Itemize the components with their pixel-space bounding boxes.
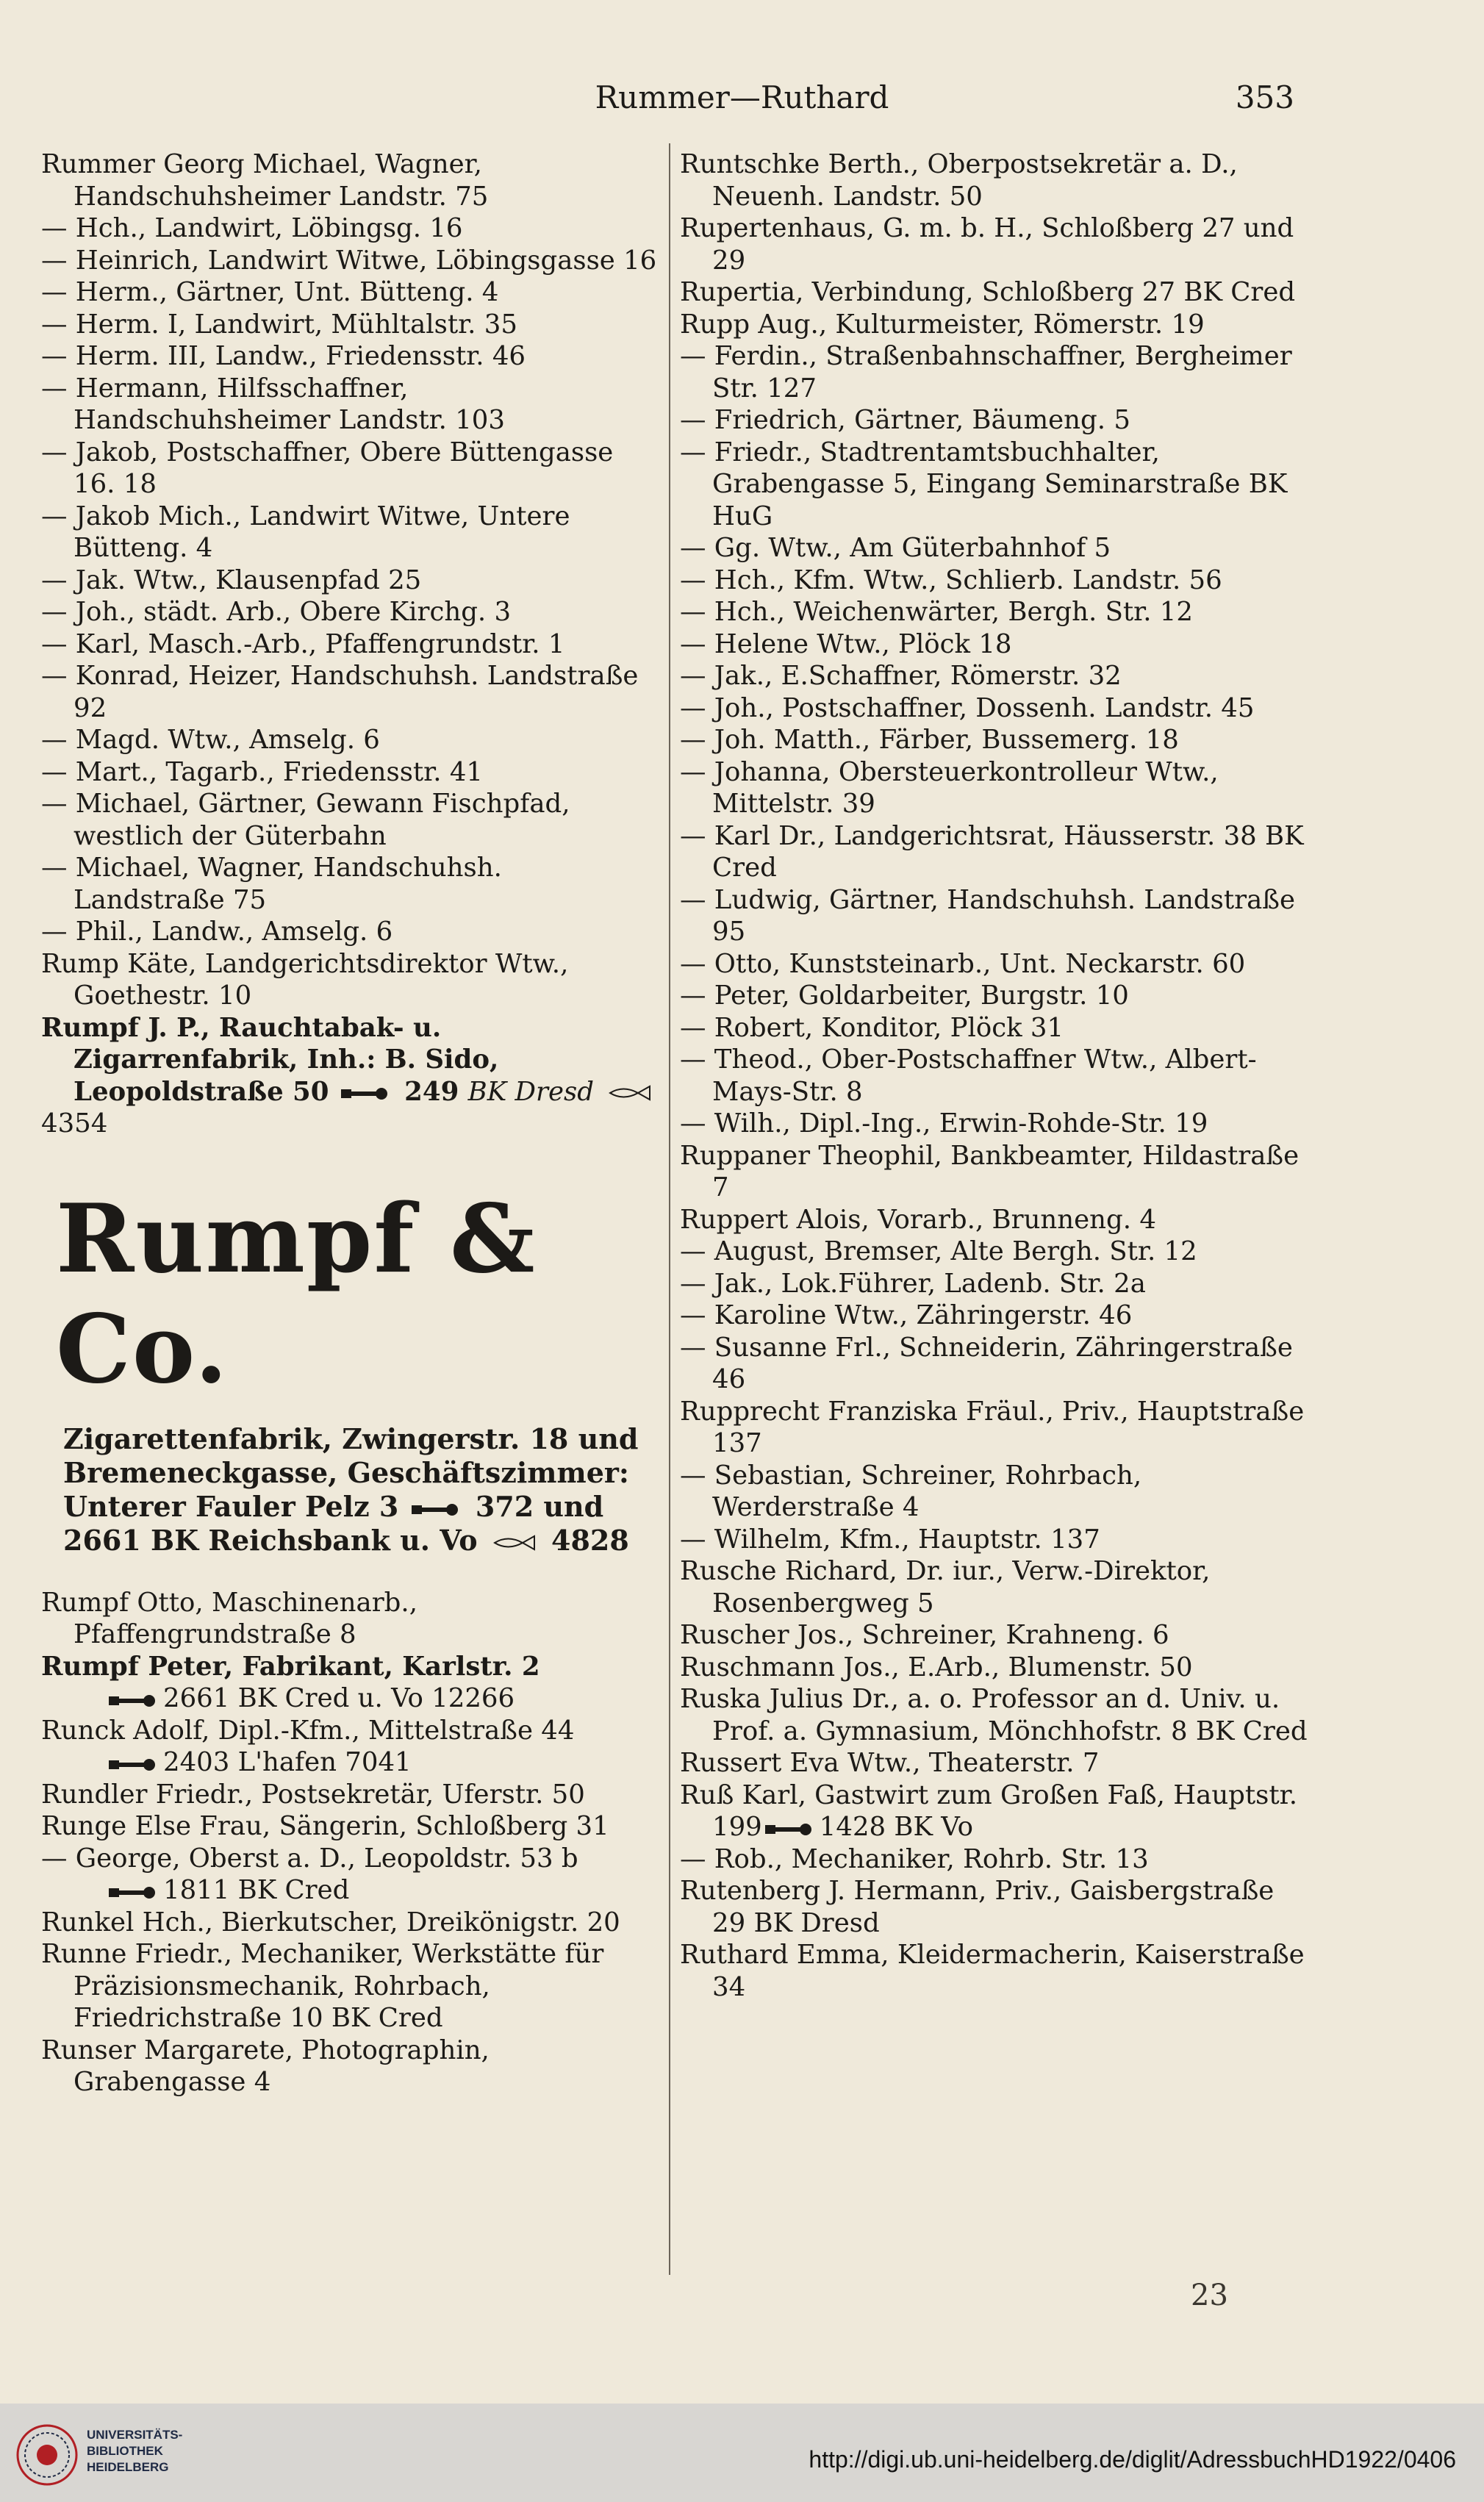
entry-text: — Phil., Landw., Amselg. 6: [41, 917, 393, 947]
directory-entry: [680, 1460, 1312, 1524]
directory-entry: [41, 212, 659, 245]
entry-text: — Magd. Wtw., Amselg. 6: [41, 725, 380, 755]
signature-mark: 23: [1191, 2279, 1228, 2312]
rumpf-jp-postscheck: 4354: [41, 1108, 108, 1139]
entry-text: — Karoline Wtw., Zähringerstr. 46: [680, 1300, 1133, 1330]
directory-entry: [680, 692, 1312, 725]
entry-text: — Rob., Mechaniker, Rohrb. Str. 13: [680, 1843, 1149, 1874]
directory-entry: [41, 1587, 659, 1651]
entry-text: Rundler Friedr., Postsekretär, Uferstr. 50: [41, 1779, 585, 1810]
directory-entry: [680, 1843, 1312, 1876]
entry-text: — Karl Dr., Landgerichtsrat, Häusserstr. 38 BK Cred: [680, 820, 1304, 883]
source-url-link[interactable]: http://digi.ub.uni-heidelberg.de/diglit/AdressbuchHD1922/0406: [809, 2446, 1456, 2473]
entry-text: Ruska Julius Dr., a. o. Professor an d. Univ. u. Prof. a. Gymnasium, Mönchhofstr. 8 BK Cred: [680, 1684, 1308, 1746]
directory-entry: [41, 1715, 659, 1747]
directory-entry: [41, 916, 659, 948]
entry-text: Runtschke Berth., Oberpostsekretär a. D., Neuenh. Landstr. 50: [680, 149, 1238, 212]
directory-entry: [41, 2035, 659, 2098]
directory-entry: [41, 1874, 659, 1907]
directory-entry: [680, 1268, 1312, 1300]
entry-text: — Ludwig, Gärtner, Handschuhsh. Landstraße 95: [680, 884, 1295, 947]
directory-entry: [680, 1396, 1312, 1460]
directory-entry: [41, 948, 659, 1012]
entry-text: Ruppert Alois, Vorarb., Brunneng. 4: [680, 1204, 1156, 1235]
entry-text: Rupertenhaus, G. m. b. H., Schloßberg 27 und 29: [680, 213, 1294, 276]
library-name-line: BIBLIOTHEK: [87, 2444, 163, 2458]
entry-text: — Herm., Gärtner, Unt. Bütteng. 4: [41, 277, 499, 307]
entry-phone: 1428 BK Vo: [819, 1812, 974, 1842]
directory-entry: [680, 1939, 1312, 2003]
entry-text: Ruß Karl, Gastwirt zum Großen Faß, Hauptstr. 199: [680, 1779, 1298, 1842]
entry-text: — Ferdin., Straßenbahnschaffner, Bergheimer Str. 127: [680, 341, 1292, 404]
entry-text: — Mart., Tagarb., Friedensstr. 41: [41, 756, 483, 787]
directory-entry: [680, 309, 1312, 341]
directory-entry: [41, 276, 659, 309]
entry-text: — Herm. III, Landw., Friedensstr. 46: [41, 341, 526, 371]
directory-entry: [680, 1779, 1312, 1843]
entry-text: Ruschmann Jos., E.Arb., Blumenstr. 50: [680, 1652, 1193, 1682]
ad-postscheck: 4828: [551, 1523, 629, 1557]
entry-text: — Johanna, Obersteuerkontrolleur Wtw., Mittelstr. 39: [680, 756, 1219, 819]
entry-text: — Hch., Landwirt, Löbingsg. 16: [41, 213, 463, 243]
directory-entry: [680, 756, 1312, 820]
directory-entry: [41, 373, 659, 437]
library-name: [87, 2427, 182, 2476]
left-entry-list: [41, 148, 659, 1012]
directory-entry: [41, 1810, 659, 1843]
directory-entry: [41, 148, 659, 212]
column-divider: [669, 143, 670, 2275]
telephone-icon: [109, 1756, 156, 1772]
library-name-line: HEIDELBERG: [87, 2460, 169, 2474]
directory-entry: [680, 1555, 1312, 1619]
left-entry-list-2: [41, 1587, 659, 2098]
entry-text: — Hch., Weichenwärter, Bergh. Str. 12: [680, 597, 1193, 627]
directory-entry: [680, 1619, 1312, 1652]
post-horn-icon: [493, 1533, 536, 1552]
entry-text: — Friedr., Stadtrentamtsbuchhalter, Grabengasse 5, Eingang Seminarstraße BK HuG: [680, 437, 1288, 531]
ad-body: [56, 1422, 644, 1558]
entry-text: — Jak., E.Schaffner, Römerstr. 32: [680, 661, 1122, 691]
ad-title: Rumpf & Co.: [56, 1183, 537, 1405]
directory-entry: [680, 628, 1312, 661]
right-entry-list: [680, 148, 1312, 2003]
rumpf-jp-entry: [41, 1012, 659, 1140]
entry-text: — Jakob, Postschaffner, Obere Büttengasse 16. 18: [41, 437, 614, 499]
directory-entry: [680, 404, 1312, 437]
directory-entry: [680, 437, 1312, 533]
directory-entry: [41, 1907, 659, 1939]
directory-entry: [41, 564, 659, 597]
library-footer: [0, 2404, 1484, 2502]
entry-text: — Helene Wtw., Plöck 18: [680, 628, 1012, 659]
directory-entry: [41, 660, 659, 724]
entry-text: — Jak., Lok.Führer, Ladenb. Str. 2a: [680, 1268, 1146, 1299]
directory-entry: [680, 1204, 1312, 1236]
ad-body-text: Zigarettenfabrik, Zwingerstr. 18 und Bremeneckgasse, Geschäftszimmer: Unterer Fauler Pelz 3: [63, 1422, 639, 1523]
entry-text: Rummer Georg Michael, Wagner, Handschuhsheimer Landstr. 75: [41, 149, 489, 212]
entry-text: — Sebastian, Schreiner, Rohrbach, Werderstraße 4: [680, 1460, 1142, 1522]
post-horn-icon: [609, 1083, 651, 1103]
entry-text: Rump Käte, Landgerichtsdirektor Wtw., Goethestr. 10: [41, 948, 569, 1011]
entry-text: — Herm. I, Landwirt, Mühltalstr. 35: [41, 309, 517, 340]
rumpf-co-advertisement: [41, 1184, 644, 1558]
directory-entry: [680, 148, 1312, 212]
entry-text: — Friedrich, Gärtner, Bäumeng. 5: [680, 405, 1130, 435]
directory-entry: [680, 724, 1312, 756]
telephone-icon: [765, 1821, 812, 1837]
directory-entry: [41, 756, 659, 789]
directory-entry: [41, 245, 659, 277]
entry-text: — Theod., Ober-Postschaffner Wtw., Albert-Mays-Str. 8: [680, 1044, 1257, 1107]
left-column: [41, 148, 659, 2098]
entry-text: — Jak. Wtw., Klausenpfad 25: [41, 564, 422, 595]
entry-text: — Heinrich, Landwirt Witwe, Löbingsgasse 16: [41, 245, 657, 276]
entry-text: — Wilhelm, Kfm., Hauptstr. 137: [680, 1524, 1100, 1555]
ad-phones: 372 und 2661: [63, 1489, 604, 1557]
directory-entry: [680, 884, 1312, 948]
directory-entry: [680, 276, 1312, 309]
entry-text: — Hermann, Hilfsschaffner, Handschuhsheimer Landstr. 103: [41, 373, 505, 435]
directory-entry: [41, 1843, 659, 1875]
directory-entry: [680, 820, 1312, 884]
entry-text: Runkel Hch., Bierkutscher, Dreikönigstr. 20: [41, 1907, 620, 1938]
directory-entry: [41, 724, 659, 756]
entry-text: — George, Oberst a. D., Leopoldstr. 53 b: [41, 1843, 578, 1874]
directory-entry: [680, 1012, 1312, 1044]
directory-entry: [41, 1651, 659, 1683]
directory-entry: [680, 212, 1312, 276]
entry-text: Ruscher Jos., Schreiner, Krahneng. 6: [680, 1620, 1169, 1650]
directory-entry: [41, 1779, 659, 1811]
entry-text: Runser Margarete, Photographin, Grabengasse 4: [41, 2035, 490, 2097]
ad-bank: BK Reichsbank u. Vo: [151, 1523, 478, 1557]
entry-text: — August, Bremser, Alte Bergh. Str. 12: [680, 1236, 1197, 1266]
directory-entry: [680, 1044, 1312, 1108]
directory-entry: [680, 564, 1312, 597]
directory-entry: [680, 1524, 1312, 1556]
entry-text: — Michael, Gärtner, Gewann Fischpfad, westlich der Güterbahn: [41, 789, 570, 851]
telephone-icon: [109, 1884, 156, 1900]
library-name-line: UNIVERSITÄTS-: [87, 2428, 183, 2442]
entry-text: Rumpf Otto, Maschinenarb., Pfaffengrundstraße 8: [41, 1587, 417, 1649]
directory-entry: [41, 340, 659, 373]
entry-text: — Susanne Frl., Schneiderin, Zähringerstraße 46: [680, 1332, 1293, 1394]
directory-entry: [680, 660, 1312, 692]
university-library-logo: [16, 2424, 78, 2486]
directory-entry: [680, 1683, 1312, 1747]
page-number: 353: [1235, 79, 1294, 115]
entry-text: — Otto, Kunststeinarb., Unt. Neckarstr. 60: [680, 948, 1246, 979]
entry-text: Rupprecht Franziska Fräul., Priv., Hauptstraße 137: [680, 1396, 1305, 1458]
directory-entry: [680, 1875, 1312, 1939]
entry-text: — Karl, Masch.-Arb., Pfaffengrundstr. 1: [41, 628, 565, 659]
telephone-icon: [109, 1692, 156, 1708]
entry-text: Runge Else Frau, Sängerin, Schloßberg 31: [41, 1811, 609, 1841]
entry-text: — Joh., Postschaffner, Dossenh. Landstr. 45: [680, 692, 1255, 723]
entry-text: — Jakob Mich., Landwirt Witwe, Untere Bütteng. 4: [41, 501, 570, 563]
entry-text: — Robert, Konditor, Plöck 31: [680, 1012, 1064, 1043]
entry-text: 2403 L'hafen 7041: [163, 1747, 412, 1777]
entry-text: — Joh., städt. Arb., Obere Kirchg. 3: [41, 597, 512, 627]
directory-entry: [41, 501, 659, 564]
directory-entry: [41, 309, 659, 341]
entry-text: 2661 BK Cred u. Vo 12266: [163, 1683, 515, 1713]
directory-entry: [680, 532, 1312, 564]
entry-text: — Wilh., Dipl.-Ing., Erwin-Rohde-Str. 19: [680, 1108, 1208, 1139]
directory-entry: [41, 628, 659, 661]
directory-entry: [680, 1108, 1312, 1140]
entry-text: Ruthard Emma, Kleidermacherin, Kaiserstraße 34: [680, 1940, 1305, 2002]
directory-entry: [41, 437, 659, 501]
directory-entry: [680, 1332, 1312, 1396]
directory-entry: [680, 1652, 1312, 1684]
entry-text: — Hch., Kfm. Wtw., Schlierb. Landstr. 56: [680, 564, 1222, 595]
directory-entry: [680, 980, 1312, 1012]
telephone-icon: [341, 1085, 388, 1101]
directory-entry: [680, 1300, 1312, 1332]
entry-text: — Michael, Wagner, Handschuhsh. Landstraße 75: [41, 853, 502, 915]
directory-entry: [41, 1938, 659, 2035]
entry-text: 1811 BK Cred: [163, 1875, 350, 1905]
entry-text: Rupertia, Verbindung, Schloßberg 27 BK Cred: [680, 277, 1296, 307]
entry-text: Ruppaner Theophil, Bankbeamter, Hildastraße 7: [680, 1140, 1300, 1202]
directory-entry: [41, 852, 659, 916]
entry-text: Rutenberg J. Hermann, Priv., Gaisbergstraße 29 BK Dresd: [680, 1876, 1275, 1938]
entry-text: — Joh. Matth., Färber, Bussemerg. 18: [680, 725, 1179, 755]
entry-text: Rupp Aug., Kulturmeister, Römerstr. 19: [680, 309, 1205, 340]
directory-entry: [41, 1682, 659, 1715]
directory-entry: [680, 1747, 1312, 1779]
directory-entry: [680, 1236, 1312, 1268]
page-header: [0, 74, 1484, 125]
entry-text: — Konrad, Heizer, Handschuhsh. Landstraße 92: [41, 661, 639, 723]
directory-entry: [41, 788, 659, 852]
directory-entry: [680, 596, 1312, 628]
directory-entry: [680, 340, 1312, 404]
entry-text: Runck Adolf, Dipl.-Kfm., Mittelstraße 44: [41, 1715, 575, 1746]
entry-text: — Gg. Wtw., Am Güterbahnhof 5: [680, 533, 1111, 563]
running-title: Rummer—Ruthard: [595, 79, 889, 115]
rumpf-jp-bank: BK Dresd: [467, 1076, 594, 1107]
directory-entry: [41, 1746, 659, 1779]
entry-text: Rusche Richard, Dr. iur., Verw.-Direktor, Rosenbergweg 5: [680, 1556, 1211, 1619]
entry-text: Runne Friedr., Mechaniker, Werkstätte für Präzisionsmechanik, Rohrbach, Friedrichstraße 10 BK Cred: [41, 1939, 604, 2033]
right-column: [680, 148, 1312, 2003]
rumpf-jp-text: Rumpf J. P., Rauchtabak- u. Zigarrenfabrik, Inh.: B. Sido, Leopoldstraße 50: [41, 1012, 499, 1107]
directory-entry: [680, 948, 1312, 981]
rumpf-jp-phone: 249: [404, 1076, 459, 1107]
directory-entry: [680, 1140, 1312, 1204]
telephone-icon: [412, 1501, 459, 1517]
directory-entry: [41, 596, 659, 628]
entry-text: — Peter, Goldarbeiter, Burgstr. 10: [680, 981, 1129, 1011]
entry-text: Rumpf Peter, Fabrikant, Karlstr. 2: [41, 1651, 540, 1682]
entry-text: Russert Eva Wtw., Theaterstr. 7: [680, 1748, 1100, 1778]
